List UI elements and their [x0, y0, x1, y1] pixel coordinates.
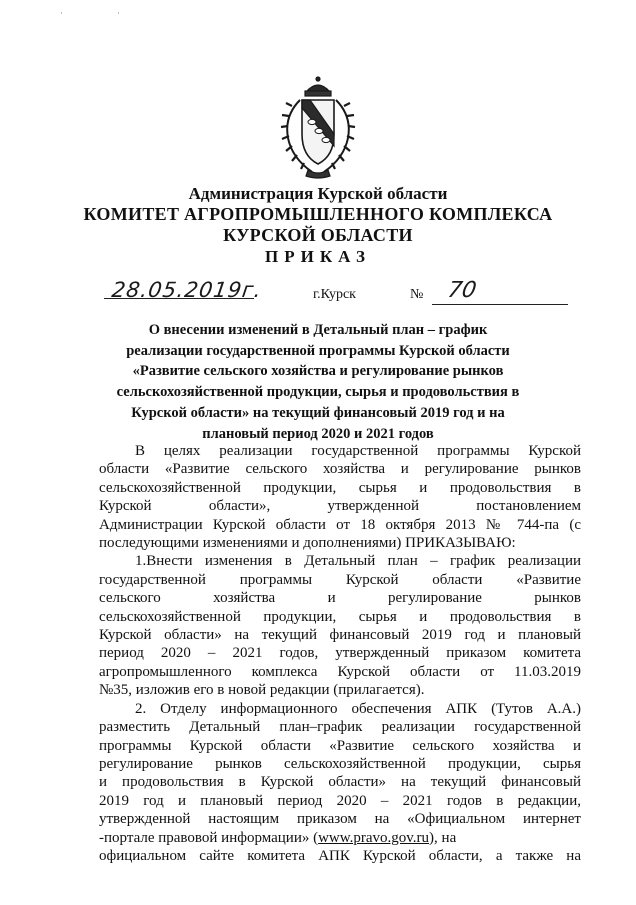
- body-line: утвержденной настоящим приказом на «Официальном интернет: [99, 811, 581, 828]
- body-line: 2. Отделу информационного обеспечения АПК (Тутов А.А.): [135, 700, 581, 717]
- coat-of-arms-emblem: [278, 76, 358, 180]
- title-line: «Развитие сельского хозяйства и регулирование рынков: [132, 363, 504, 380]
- committee-title: КОМИТЕТ АГРОПРОМЫШЛЕННОГО КОМПЛЕКСА: [83, 204, 553, 224]
- administration-title: Администрация Курской области: [188, 184, 448, 203]
- title-line: О внесении изменений в Детальный план – график: [148, 322, 488, 338]
- body-line: 1.Внести изменения в Детальный план – график реализации: [135, 553, 581, 570]
- body-line: области «Развитие сельского хозяйства и регулирование рынков: [99, 461, 581, 478]
- handwritten-number: 70: [445, 278, 479, 303]
- body-line: Курской области», утвержденной постановлением: [99, 498, 581, 515]
- body-line: официальном сайте комитета АПК Курской области, а также на: [99, 847, 581, 864]
- body-line: регулирование рынков сельскохозяйственной продукции, сырья: [99, 755, 581, 772]
- body-line: В целях реализации государственной программы Курской: [135, 443, 581, 459]
- body-line: и продовольствия в Курской области» на текущий финансовый: [99, 774, 581, 791]
- body-line: последующими изменениями и дополнениями) ПРИКАЗЫВАЮ:: [99, 535, 516, 552]
- body-line: разместить Детальный план–график реализации государственной: [99, 719, 581, 736]
- number-underline: [432, 304, 568, 305]
- body-line-with-link: -портале правовой информации» (www.pravo.gov.ru), на: [99, 829, 457, 846]
- scan-marks: · ·: [60, 8, 120, 18]
- title-line: плановый период 2020 и 2021 годов: [202, 425, 434, 442]
- body-line: сельского хозяйства и регулирование рынков: [99, 590, 581, 607]
- order-body: [99, 442, 581, 865]
- order-heading: ПРИКАЗ: [265, 247, 371, 266]
- region-title: КУРСКОЙ ОБЛАСТИ: [223, 225, 413, 245]
- date-underline: [104, 298, 254, 299]
- body-line: 2019 год и плановый период 2020 – 2021 годов в редакции,: [99, 792, 581, 809]
- body-line: программы Курской области «Развитие сельского хозяйства и: [99, 737, 581, 754]
- title-line: Курской области» на текущий финансовый 2019 год и на: [131, 404, 505, 421]
- body-line: Администрации Курской области от 18 октября 2013 № 744-па (с: [99, 516, 581, 533]
- title-line: реализации государственной программы Курской области: [126, 342, 510, 359]
- body-line: сельскохозяйственной продукции, сырья и продовольствия в: [99, 608, 581, 625]
- body-line: агропромышленного комплекса Курской области от 11.03.2019: [99, 663, 581, 680]
- body-line: Курской области» на текущий финансовый 2019 год и плановый: [99, 627, 581, 644]
- handwritten-date: 28.05.2019г.: [110, 278, 264, 302]
- order-title: [96, 320, 540, 444]
- city-label: г.Курск: [313, 287, 356, 302]
- body-line: сельскохозяйственной продукции, сырья и продовольствия в: [99, 479, 581, 496]
- body-line: период 2020 – 2021 годов, утвержденный приказом комитета: [99, 645, 581, 662]
- number-sign: №: [410, 287, 424, 302]
- pravo-gov-link[interactable]: www.pravo.gov.ru: [318, 829, 430, 846]
- body-line: государственной программы Курской области «Развитие: [99, 571, 581, 588]
- title-line: сельскохозяйственной продукции, сырья и продовольствия в: [116, 384, 520, 401]
- body-line: №35, изложив его в новой редакции (прилагается).: [99, 682, 425, 699]
